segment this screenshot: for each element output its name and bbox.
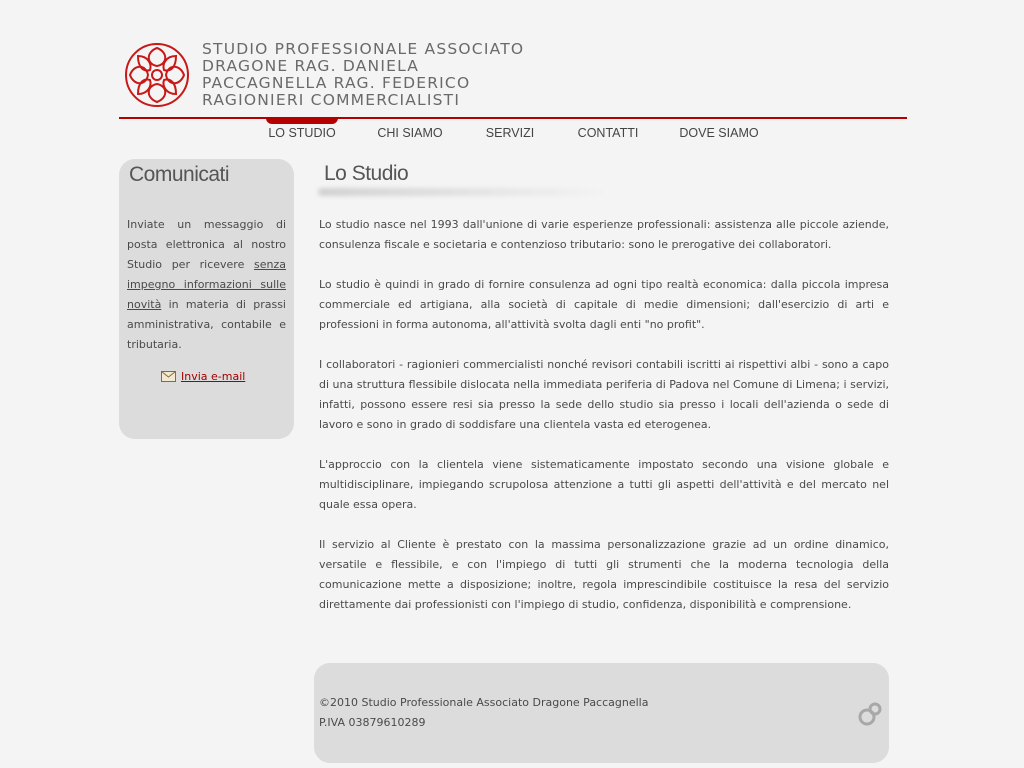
title-underline	[318, 188, 608, 196]
header-line-1: STUDIO PROFESSIONALE ASSOCIATO	[202, 40, 525, 58]
sidebar-text-after: in materia di prassi amministrativa, contabile e tributaria.	[127, 298, 286, 351]
nav-item-servizi[interactable]: SERVIZI	[485, 126, 535, 140]
logo-icon	[124, 42, 190, 108]
content-paragraph-5: Il servizio al Cliente è prestato con la massima personalizzazione grazie ad un ordine dinamico, versatile e flessibile, e con l'impiego di tutti gli strumenti che la moderna tecnologia della comunicazione mette a disposizione; inoltre, regola imprescindibile costituisce la resa del servizio direttamente dai professionisti con l'impiego di studio, confidenza, disponibilità e comprensione.	[319, 538, 889, 611]
main-nav	[0, 119, 1024, 149]
news-sidebar	[119, 159, 294, 439]
content-paragraph-1: Lo studio nasce nel 1993 dall'unione di varie esperienze professionali: assistenza alle piccole aziende, consulenza fiscale e societaria e contenzioso tributario: sono le prerogative dei collaboratori.	[319, 218, 889, 251]
main-content	[319, 215, 889, 635]
page-title: Lo Studio	[324, 162, 409, 185]
sidebar-text-link[interactable]: senza impegno informazioni sulle novità	[127, 258, 286, 311]
nav-item-contatti[interactable]: CONTATTI	[577, 126, 639, 140]
envelope-icon	[161, 371, 176, 382]
sidebar-text-before: Inviate un messaggio di posta elettronica al nostro Studio per ricevere	[127, 218, 286, 271]
nav-item-chi-siamo[interactable]: CHI SIAMO	[377, 126, 443, 140]
content-paragraph-3: I collaboratori - ragionieri commercialisti nonché revisori contabili iscritti ai rispettivi albi - sono a capo di una struttura flessibile dislocata nella immediata periferia di Padova nel Comune di Limena; i servizi, infatti, possono essere resi sia presso la sede dello studio sia presso i locali dell'azienda o sede di lavoro e sono in grado di soddisfare una clientela vasta ed eterogenea.	[319, 358, 889, 431]
header-line-4: RAGIONIERI COMMERCIALISTI	[202, 91, 461, 109]
nav-item-lo-studio[interactable]: LO STUDIO	[262, 119, 342, 147]
send-email-label[interactable]: Invia e-mail	[181, 370, 246, 383]
sidebar-text	[127, 215, 286, 355]
footer-vat-number: P.IVA 03879610289	[319, 716, 426, 729]
header-line-3: PACCAGNELLA RAG. FEDERICO	[202, 74, 471, 92]
footer	[314, 663, 889, 763]
nav-item-dove-siamo[interactable]: DOVE SIAMO	[679, 126, 759, 140]
content-paragraph-2: Lo studio è quindi in grado di fornire consulenza ad ogni tipo realtà economica: dalla piccola impresa commerciale ed artigiana, alla società di capitale di medie dimensioni; dall'esercizio di arti e professioni in forma autonoma, all'attività svolta dagli enti "no profit".	[319, 278, 889, 331]
sidebar-title: Comunicati	[129, 163, 230, 186]
header-line-2: DRAGONE RAG. DANIELA	[202, 57, 420, 75]
studio-name	[202, 41, 542, 109]
footer-text	[319, 693, 648, 733]
designer-logo-icon[interactable]	[857, 701, 883, 727]
content-paragraph-4: L'approccio con la clientela viene sistematicamente impostato secondo una visione globale e multidisciplinare, impiegando scrupolosa attenzione a tutti gli aspetti dell'attività e del mercato nel quale essa opera.	[319, 458, 889, 511]
footer-copyright: ©2010 Studio Professionale Associato Dragone Paccagnella	[319, 696, 649, 709]
send-email-link[interactable]	[161, 370, 245, 383]
